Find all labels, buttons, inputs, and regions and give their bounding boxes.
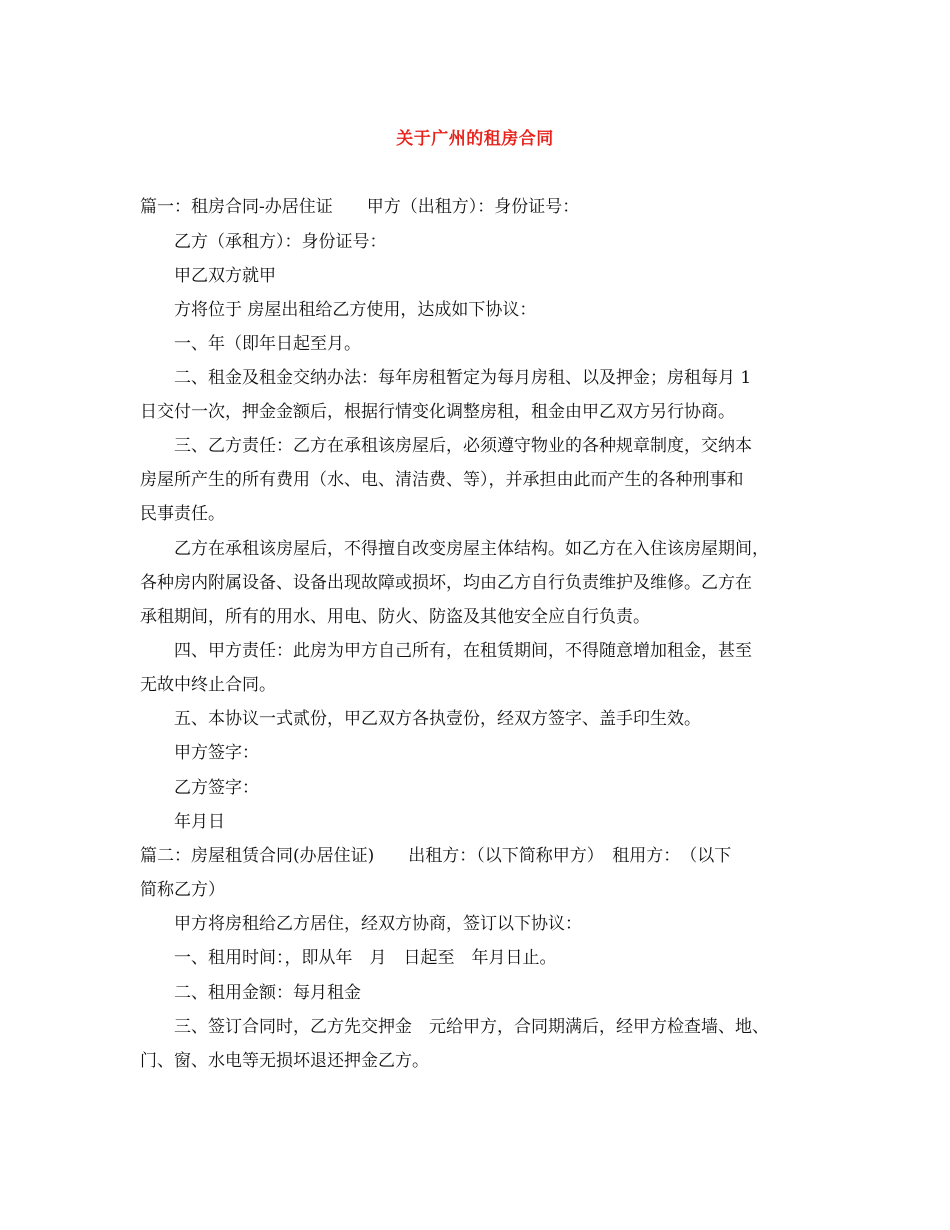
- paragraph-line: 甲方将房租给乙方居住，经双方协商，签订以下协议：: [174, 914, 582, 934]
- paragraph-line: 篇二：房屋租赁合同(办居住证) 出租方：（以下简称甲方） 租用方： （以下: [140, 846, 732, 866]
- date-line: 年月日: [174, 812, 225, 832]
- paragraph-line: 甲乙双方就甲: [174, 266, 276, 286]
- paragraph-line: 三、乙方责任：乙方在承租该房屋后，必须遵守物业的各种规章制度，交纳本: [174, 436, 752, 456]
- paragraph-line: 五、本协议一式贰份，甲乙双方各执壹份，经双方签字、盖手印生效。: [174, 709, 701, 729]
- paragraph-line: 三、签订合同时，乙方先交押金 元给甲方，合同期满后，经甲方检查墙、地、: [174, 1017, 769, 1037]
- paragraph-line: 四、甲方责任：此房为甲方自己所有，在租赁期间，不得随意增加租金，甚至: [174, 641, 752, 661]
- paragraph-line: 二、租金及租金交纳办法：每年房租暂定为每月房租、以及押金；房租每月 1: [174, 368, 752, 388]
- paragraph-line: 乙方在承租该房屋后，不得擅自改变房屋主体结构。如乙方在入住该房屋期间，: [174, 539, 769, 559]
- paragraph-line: 门、窗、水电等无损坏退还押金乙方。: [140, 1051, 429, 1071]
- paragraph-line: 乙方（承租方）：身份证号：: [174, 232, 387, 252]
- paragraph-line: 一、租用时间：，即从年 月 日起至 年月日止。: [174, 948, 557, 968]
- paragraph-line: 无故中终止合同。: [140, 675, 276, 695]
- paragraph-line: 日交付一次，押金金额后，根据行情变化调整房租，租金由甲乙双方另行协商。: [140, 402, 735, 422]
- paragraph-line: 民事责任。: [140, 504, 225, 524]
- paragraph-line: 二、租用金额：每月租金: [174, 983, 361, 1003]
- paragraph-line: 承租期间，所有的用水、用电、防火、防盗及其他安全应自行负责。: [140, 607, 650, 627]
- document-title: 关于广州的租房合同: [396, 129, 554, 149]
- paragraph-line: 篇一：租房合同-办居住证 甲方（出租方）：身份证号：: [140, 197, 580, 217]
- paragraph-line: 简称乙方）: [140, 880, 225, 900]
- paragraph-line: 各种房内附属设备、设备出现故障或损坏，均由乙方自行负责维护及维修。乙方在: [140, 573, 752, 593]
- paragraph-line: 一、年（即年日起至月。: [174, 334, 361, 354]
- signature-line-party-b: 乙方签字：: [174, 778, 259, 798]
- paragraph-line: 房屋所产生的所有费用（水、电、清洁费、等），并承担由此而产生的各种刑事和: [140, 470, 744, 490]
- paragraph-line: 方将位于 房屋出租给乙方使用，达成如下协议：: [174, 300, 537, 320]
- signature-line-party-a: 甲方签字：: [174, 743, 259, 763]
